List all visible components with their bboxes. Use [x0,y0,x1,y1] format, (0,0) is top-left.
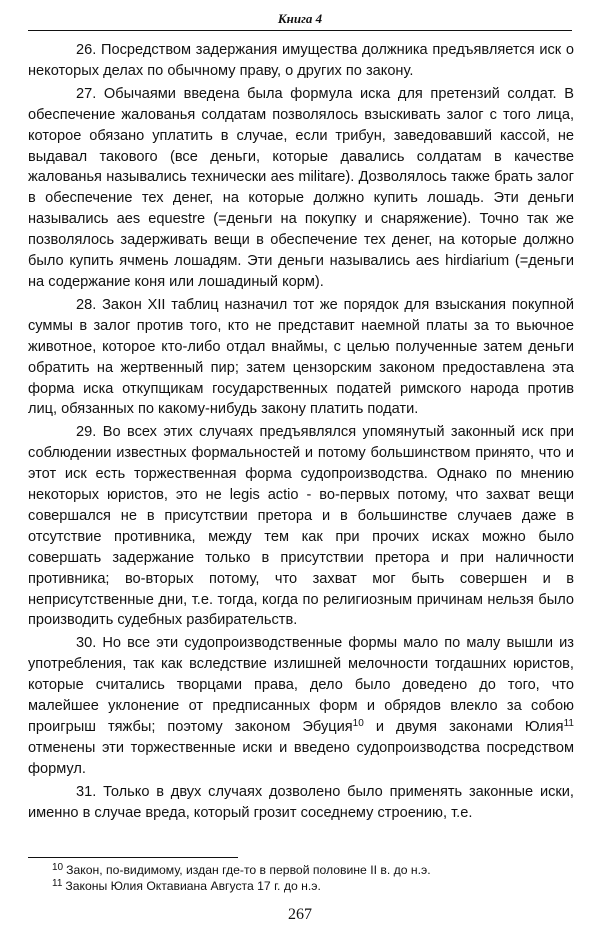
footnote-text: Законы Юлия Октавиана Августа 17 г. до н.э. [65,879,321,893]
footnote-ref-10[interactable]: 10 [352,718,364,729]
footnote-10 [52,862,574,878]
footnote-number: 11 [52,878,63,889]
body-text [28,36,574,824]
footnote-number: 10 [52,862,64,873]
footnote-11 [52,878,574,894]
page-number: 267 [288,906,312,923]
footnotes [52,862,574,894]
paragraph-31: 31. Только в двух случаях дозволено было применять законные иски, именно в случае вреда, который грозит соседнему строению, т.е. [28,783,574,821]
paragraph-30-part-a: 30. Но все эти судопроизводственные формы мало по малу вышли из употребления, так как вследствие излишней мелочности тогдашних юристов, которые считались творцами права, дело было доведено до того, что малейшее уклонение от предписанных форм и обрядов влекло за собою проигрыш тяжбы; поэтому законом Эбуция [28,635,574,735]
paragraph-30 [28,633,574,779]
paragraph-30-part-b: и двумя законами Юлия [363,719,564,735]
paragraph-26: 26. Посредством задержания имущества должника предъявляется иск о некоторых делах по обычному праву, о других по закону. [28,42,574,79]
paragraph-29: 29. Во всех этих случаях предъявлялся упомянутый законный иск при соблюдении известных формальностей и потому большинством принято, что и этот иск есть торжественная форма судопроизводства. Однако по мнению некоторых юристов, это не legis actio - во-первых потому, что захват вещи совершался не в присутствии претора и в большинстве случаев даже в отсутствие противника, между тем как при прочих исках можно было совершать задержание только в присутствии претора и при наличности противника; во-вторых потому, что захват мог быть совершен и в неприсутственные дни, т.е. тогда, когда по религиозным причинам нельзя было производить судебных разбирательств. [28,424,574,629]
paragraph-30-part-c: отменены эти торжественные иски и введено судопроизводства посредством формул. [28,739,574,777]
running-header [28,8,572,31]
book-title: Книга 4 [277,11,323,26]
paragraph-27: 27. Обычаями введена была формула иска для претензий солдат. В обеспечение жалованья солдатам позволялось взыскивать залог с того лица, которое обязано уплатить в случае, если трибун, заведовавший кассой, не выдавал такового (все деньги, которые давались солдатам в качестве жалованья назывались технически aes militare). Дозволялось также брать залог в обеспечение тех денег, на которые должно купить лошадь. Эти деньги назывались aes equestre (=деньги на покупку и снаряжение). Точно так же позволялось задерживать вещи в обеспечение тех денег, на которые должно было купить ячмень лошадям. Эти деньги назывались aes hirdiarium (=деньги на содержание коня или лошадиный корм). [28,85,574,290]
footnote-divider [28,857,238,858]
paragraph-28: 28. Закон XII таблиц назначил тот же порядок для взыскания покупной суммы в залог против того, кто не представит наемной платы за то вьючное животное, которое кто-либо отдал внаймы, с целью полученные затем деньги обратить на жертвенный пир; затем цензорским законом предоставлена эта форма иска откупщикам государственных податей римского народа против лиц, обязанных по какому-нибудь закону платить подати. [28,296,574,418]
footnote-text: Закон, по-видимому, издан где-то в первой половине II в. до н.э. [66,863,431,877]
footnote-ref-11[interactable]: 11 [563,718,574,729]
